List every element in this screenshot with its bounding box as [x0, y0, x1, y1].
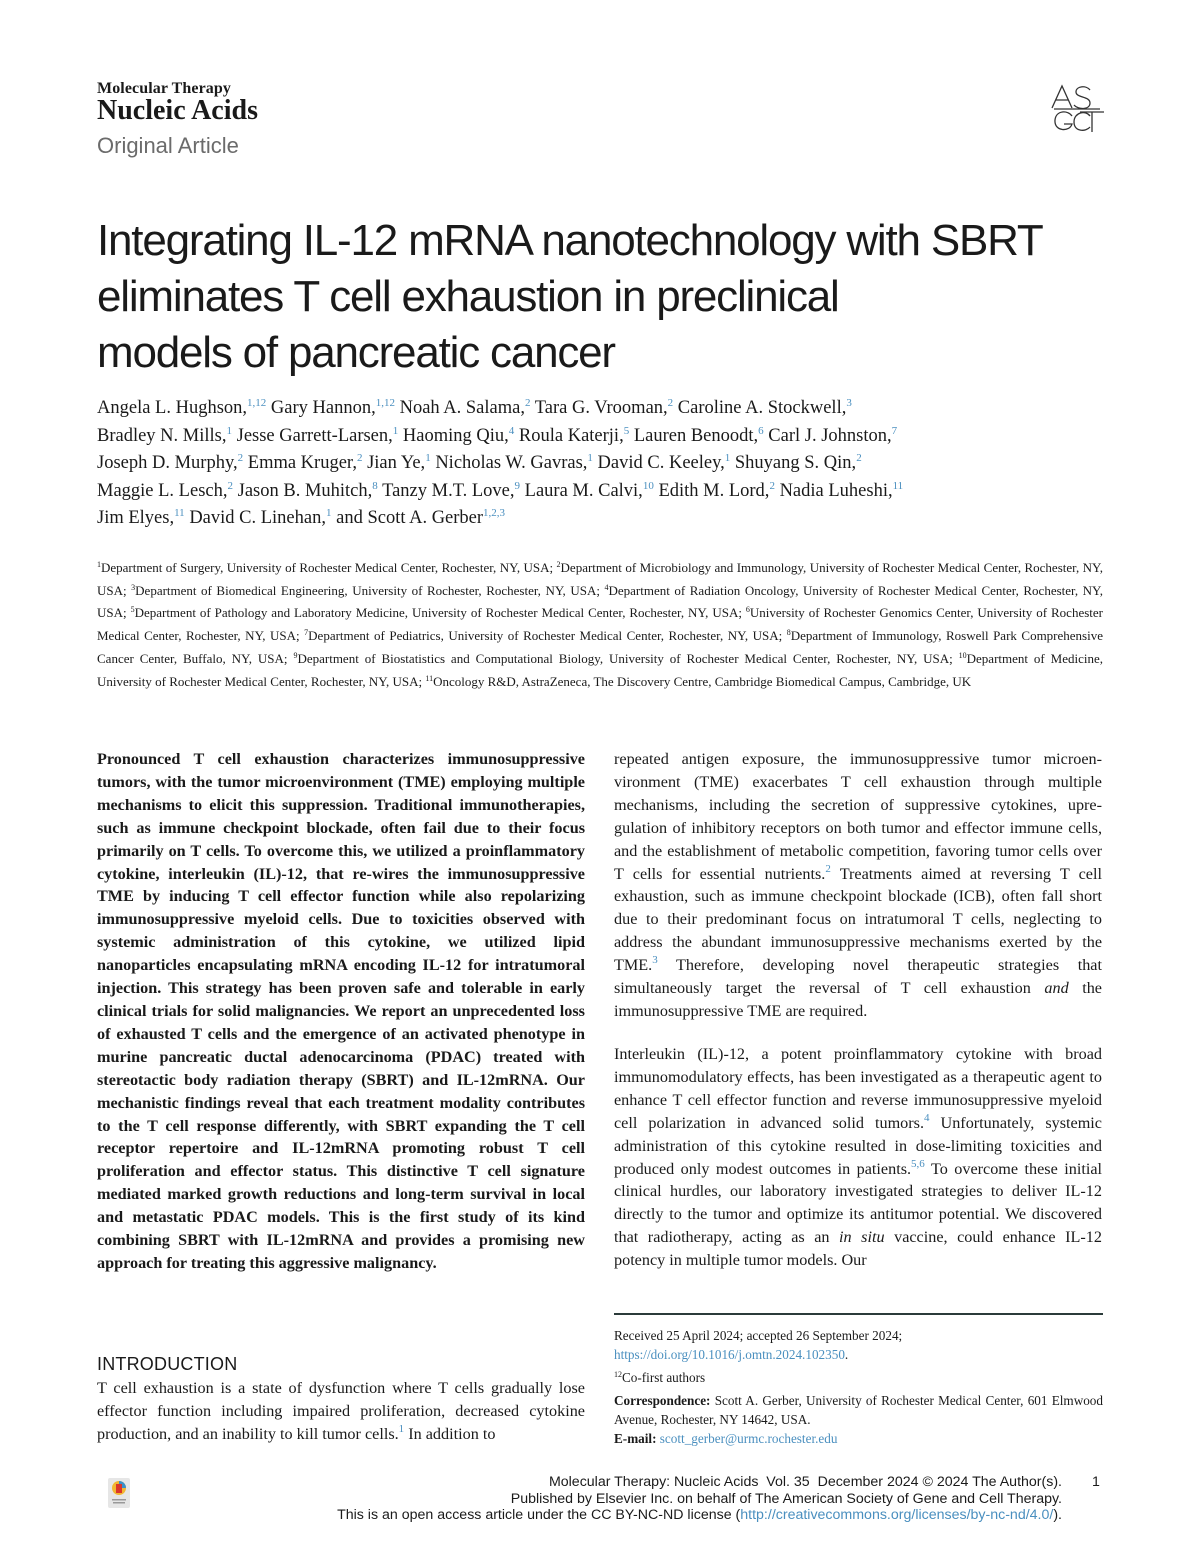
author: Nicholas W. Gavras,	[435, 453, 588, 473]
check-for-updates-button[interactable]	[108, 1478, 130, 1508]
affiliation-ref[interactable]: 5	[623, 424, 630, 437]
correspondence-label: Correspondence:	[614, 1393, 711, 1408]
author: Noah A. Salama,	[399, 398, 525, 418]
introduction-paragraph-1	[97, 1377, 585, 1446]
asgct-logo-icon	[1046, 82, 1106, 136]
affiliation-ref[interactable]: 1	[587, 452, 593, 464]
author: David C. Keeley,	[597, 453, 725, 473]
affiliation: Department of Biostatistics and Computational Biology, University of Rochester Medical Center, Rochester, NY, USA;	[297, 650, 959, 666]
affiliation-ref[interactable]: 2	[769, 479, 775, 492]
affiliation-ref[interactable]: 9	[514, 479, 521, 492]
affiliation-ref[interactable]: 2	[524, 397, 531, 409]
affiliation: University of Rochester Genomics Center, University of Rochester Medical Center, Rochester, NY, USA;	[97, 605, 1103, 644]
title-line-2: eliminates T cell exhaustion in preclinical	[97, 272, 839, 321]
author: Laura M. Calvi,	[524, 480, 643, 501]
affiliation-ref[interactable]: 2	[356, 452, 363, 464]
received-dates	[614, 1326, 1103, 1364]
email-link[interactable]: scott_gerber@urmc.rochester.edu	[659, 1431, 838, 1446]
affiliation: Department of Pathology and Laboratory Medicine, University of Rochester Medical Center, Rochester, NY, USA;	[134, 605, 746, 621]
page-number: 1	[1092, 1474, 1100, 1490]
license-text: ).	[1053, 1507, 1062, 1523]
affiliation: Department of Surgery, University of Rochester Medical Center, Rochester, NY, USA;	[101, 560, 557, 575]
author: Shuyang S. Qin,	[734, 453, 857, 473]
author-list	[97, 395, 1107, 533]
affiliation: Oncology R&D, AstraZeneca, The Discovery Centre, Cambridge Biomedical Campus, Cambridge, UK	[433, 673, 972, 689]
affiliation-ref[interactable]: 1	[724, 452, 731, 464]
article-metadata	[614, 1326, 1103, 1452]
citation-link[interactable]: 1	[398, 1422, 405, 1435]
affiliation: Department of Immunology, Roswell Park Comprehensive Cancer Center, Buffalo, NY, USA;	[97, 628, 1103, 666]
article-type-label: Original Article	[97, 133, 239, 158]
author: Nadia Luheshi,	[779, 480, 893, 501]
paragraph-text: Treatments aimed at reversing T cell exhaustion, such as immune checkpoint blockade (ICB), often fall short due to their predominant focus on intratumoral T cells, neglecting to address the abundant immunosuppressive mechanisms exerted by the TME.	[614, 864, 1102, 975]
affiliation-ref[interactable]: 1,12	[375, 397, 395, 409]
citation-link[interactable]: 5,6	[911, 1157, 925, 1170]
abstract: Pronounced T cell exhaustion characterizes immunosuppressive tumors, with the tumor microenvironment (TME) employing multiple mechanisms to elicit this suppression. Traditional immunotherapies, such as immune checkpoint blockade, often fail due to their focus primarily on T cells. To overcome this, we utilized a proinflammatory cytokine, interleukin (IL)-12, that re-wires the immunosuppressive TME by inducing T cell effector function while also repolarizing immunosuppressive myeloid cells. Due to toxicities observed with systemic administration of this cytokine, we utilized lipid nanoparticles encapsulating mRNA encoding IL-12 for intratumoral injection. This strategy has been proven safe and tolerable in early clinical trials for solid malignancies. We report an unprecedented loss of exhausted T cells and the emergence of an activated phenotype in murine pancreatic ductal adenocarcinoma (PDAC) treated with stereotactic body radiation therapy (SBRT) and IL-12mRNA. Our mechanistic findings reveal that each treatment modality contributes to the T cell response differently, with SBRT expanding the T cell receptor repertoire and IL-12mRNA promoting robust T cell proliferation and effector status. This distinctive T cell signature mediated marked growth reductions and long-term survival in local and metastatic PDAC models. This is the first study of its kind combining SBRT with IL-12mRNA and provides a promising new approach for treating this aggressive malignancy.	[97, 750, 585, 1272]
paragraph-text: the immunosuppressive TME are required.	[614, 979, 1102, 1020]
author: Angela L. Hughson,	[97, 398, 248, 418]
affiliation-ref[interactable]: 4	[508, 424, 515, 437]
paragraph-text: Interleukin (IL)-12, a potent proinflammatory cytokine with broad immunomodulatory effects, has been investigated as a therapeutic agent to enhance T cell effector function and reverse immunosuppressive myeloid cell polarization in advanced solid tumors.	[614, 1045, 1102, 1132]
author: Lauren Benoodt,	[633, 425, 759, 446]
cofirst-note	[614, 1368, 1103, 1387]
crossmark-icon	[108, 1478, 130, 1508]
doi-link[interactable]: https://doi.org/10.1016/j.omtn.2024.102350	[614, 1347, 845, 1362]
introduction-paragraph-2	[614, 1043, 1102, 1272]
author: Roula Katerji,	[518, 425, 624, 446]
affiliation-number: 5	[130, 605, 135, 615]
journal-series-name: Molecular Therapy	[97, 80, 231, 97]
affiliation-number: 11	[425, 673, 434, 683]
affiliation-number: 2	[556, 560, 561, 569]
affiliation-ref[interactable]: 3	[846, 397, 852, 409]
paragraph-text: Therefore, developing novel therapeutic strategies that simultaneously target the reversal of T cell exhaustion	[614, 956, 1102, 998]
emphasis-text: in situ	[839, 1228, 885, 1247]
paragraph-text: repeated antigen exposure, the immunosuppressive tumor microenvironment (TME) exacerbates T cell exhaustion through multiple mechanisms, including the secretion of suppressive cytokines, upregulation of inhibitory receptors on both tumor and effector immune cells, and the establishment of metabolic competition, favoring tumor cells over T cells for essential nutrients.	[614, 750, 1102, 883]
received-text: Received 25 April 2024; accepted 26 September 2024;	[614, 1328, 903, 1343]
author: Tara G. Vrooman,	[534, 398, 668, 418]
author: Haoming Qiu,	[402, 425, 509, 446]
affiliation-number: 7	[304, 628, 309, 638]
paragraph-text: vaccine, could enhance IL-12 potency in multiple tumor models. Our	[614, 1228, 1102, 1270]
affiliation-ref[interactable]: 1,12	[247, 397, 267, 409]
affiliation-ref[interactable]: 6	[758, 424, 764, 437]
correspondence-address: Scott A. Gerber, University of Rochester Medical Center, 601 Elmwood Avenue, Rochester, NY 14642, USA.	[614, 1393, 1103, 1427]
affiliation-number: 6	[745, 605, 750, 615]
footer-publisher: Published by Elsevier Inc. on behalf of The American Society of Gene and Cell Therapy.	[510, 1490, 1062, 1507]
paragraph-text: T cell exhaustion is a state of dysfunction where T cells gradually lose effector function including impaired proliferation, decreased cytokine production, and an inability to kill tumor cells.	[97, 1379, 585, 1443]
affiliation-ref[interactable]: 1	[226, 424, 232, 437]
author: and Scott A. Gerber	[336, 508, 484, 528]
paragraph-text: To overcome these initial clinical hurdles, our laboratory investigated strategies to deliver IL-12 directly to the tumor and optimize its antitumor potential. We discovered that radiotherapy, acting as an	[614, 1159, 1102, 1247]
author: Caroline A. Stockwell,	[677, 398, 847, 418]
cofirst-text: Co-first authors	[622, 1370, 706, 1385]
punctuation: .	[844, 1347, 849, 1362]
affiliation-ref[interactable]: 2	[667, 397, 674, 409]
paragraph-text: In addition to	[404, 1424, 496, 1443]
affiliations	[97, 557, 1103, 693]
affiliation-ref[interactable]: 10	[642, 479, 654, 492]
divider	[614, 1313, 1103, 1315]
license-text: This is an open access article under the CC BY-NC-ND license (	[337, 1507, 741, 1523]
affiliation-ref[interactable]: 1,2,3	[483, 507, 506, 519]
author: David C. Linehan,	[189, 508, 326, 528]
citation-link[interactable]: 2	[825, 862, 831, 875]
section-heading-introduction: INTRODUCTION	[97, 1354, 238, 1374]
paragraph-text: Unfortunately, systemic administration of this cytokine resulted in dose-limiting toxicities and produced only modest outcomes in patients.	[614, 1113, 1102, 1178]
affiliation-ref[interactable]: 1	[392, 424, 399, 437]
footer-citation: Molecular Therapy: Nucleic Acids Vol. 35 December 2024 © 2024 The Author(s).	[548, 1474, 1062, 1490]
page-footer	[240, 1474, 1062, 1524]
affiliation-ref[interactable]: 1	[425, 452, 431, 464]
introduction-paragraph-1-continued	[614, 748, 1102, 1023]
author: Jason B. Muhitch,	[237, 480, 373, 501]
affiliation: Department of Microbiology and Immunology, University of Rochester Medical Center, Rochester, NY, USA;	[97, 560, 1103, 598]
author: Carl J. Johnston,	[768, 425, 892, 446]
affiliation-number: 10	[958, 650, 967, 660]
affiliation-ref[interactable]: 2	[227, 479, 233, 492]
footnote-number: 12	[614, 1370, 622, 1379]
author: Edith M. Lord,	[658, 480, 770, 501]
author: Bradley N. Mills,	[97, 425, 227, 446]
affiliation: Department of Medicine, University of Rochester Medical Center, Rochester, NY, USA;	[97, 650, 1103, 689]
affiliation-number: 3	[131, 582, 136, 592]
author: Jesse Garrett-Larsen,	[236, 425, 393, 446]
affiliation-number: 9	[293, 650, 298, 660]
affiliation: Department of Biomedical Engineering, University of Rochester, Rochester, NY, USA;	[135, 582, 605, 598]
author: Emma Kruger,	[247, 453, 357, 473]
affiliation-ref[interactable]: 11	[174, 507, 185, 519]
author: Gary Hannon,	[270, 398, 376, 418]
affiliation-number: 8	[786, 628, 791, 638]
citation-link[interactable]: 3	[652, 954, 658, 967]
journal-name: Nucleic Acids	[97, 95, 258, 126]
author: Jim Elyes,	[97, 508, 175, 528]
author: Tanzy M.T. Love,	[382, 480, 515, 501]
author: Joseph D. Murphy,	[97, 453, 238, 473]
correspondence	[614, 1391, 1103, 1448]
affiliation-number: 4	[604, 582, 609, 592]
affiliation-ref[interactable]: 1	[325, 507, 332, 519]
affiliation-ref[interactable]: 2	[237, 452, 244, 464]
author: Jian Ye,	[367, 453, 426, 473]
affiliation: Department of Radiation Oncology, University of Rochester Medical Center, Rochester, NY, USA;	[97, 582, 1103, 621]
affiliation-number: 1	[97, 560, 101, 569]
author: Maggie L. Lesch,	[97, 480, 228, 501]
footer-license	[240, 1507, 1062, 1524]
affiliation-ref[interactable]: 7	[891, 424, 898, 437]
license-link[interactable]: http://creativecommons.org/licenses/by-nc-nd/4.0/	[740, 1507, 1054, 1523]
email-label: E-mail:	[614, 1431, 657, 1446]
affiliation-ref[interactable]: 11	[892, 479, 904, 492]
affiliation: Department of Pediatrics, University of Rochester Medical Center, Rochester, NY, USA;	[308, 628, 787, 644]
affiliation-ref[interactable]: 8	[372, 479, 378, 492]
article-title	[97, 213, 1117, 381]
citation-link[interactable]: 4	[924, 1111, 930, 1124]
emphasis-text: and	[1044, 979, 1069, 998]
title-line-3: models of pancreatic cancer	[97, 328, 615, 377]
affiliation-ref[interactable]: 2	[856, 452, 862, 464]
title-line-1: Integrating IL-12 mRNA nanotechnology with SBRT	[97, 216, 1043, 265]
